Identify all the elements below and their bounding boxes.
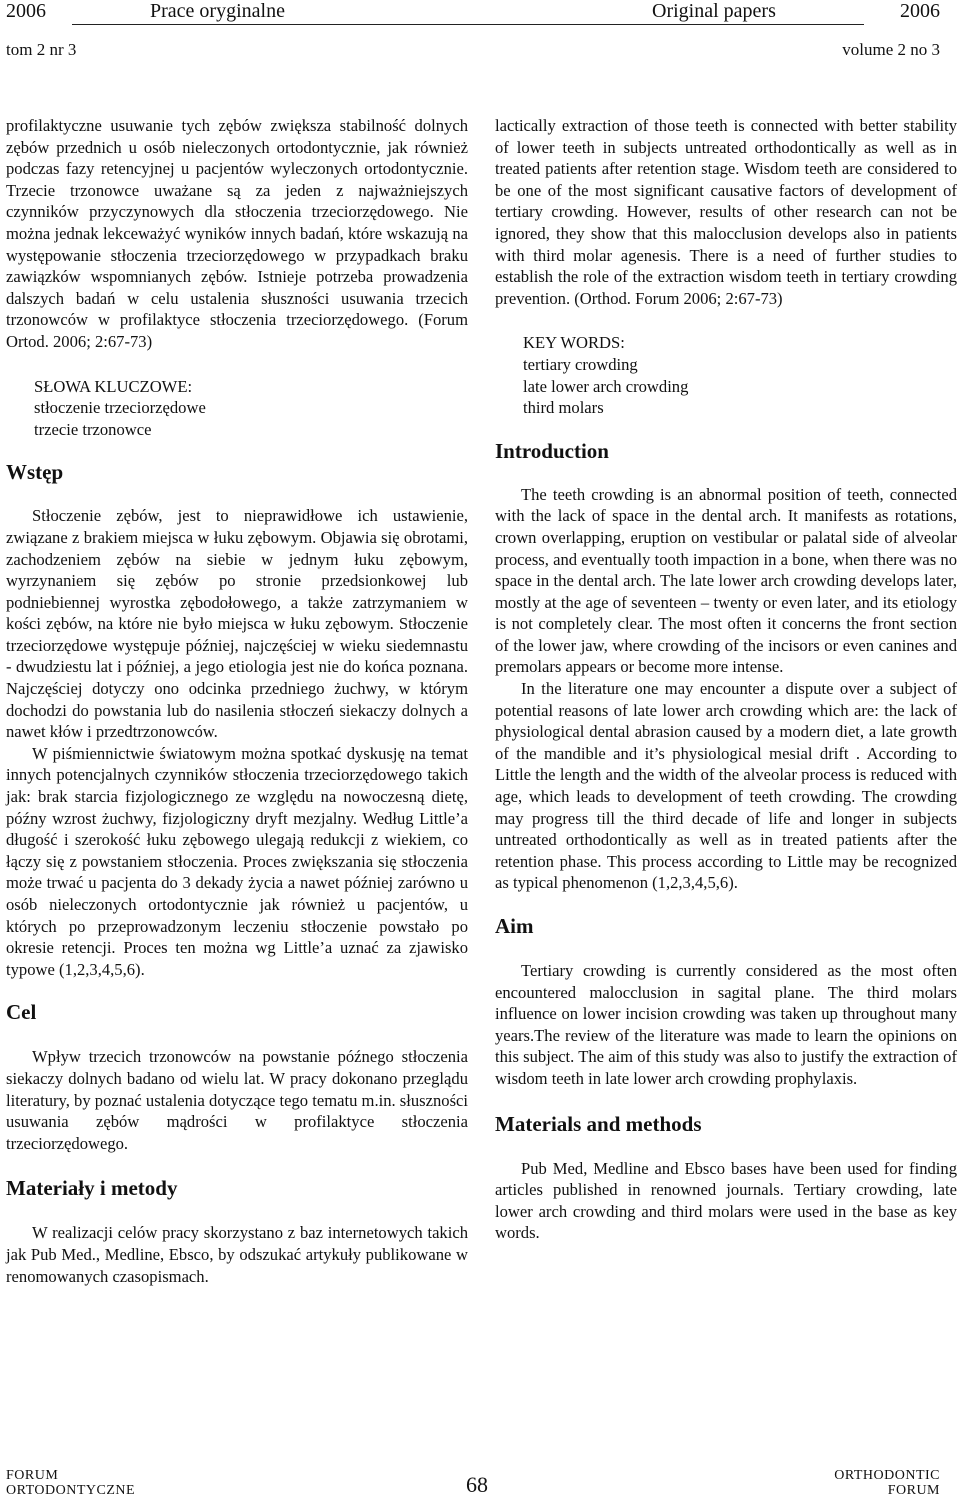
footer-pl-line-1: FORUM (6, 1468, 59, 1483)
column-polish (6, 115, 468, 1287)
header-rule (72, 24, 864, 25)
header-section-en: Original papers (652, 0, 776, 22)
footer-journal-en (834, 1468, 940, 1498)
keywords-title-en: KEY WORDS: (523, 333, 625, 353)
paragraph-introduction-1: The teeth crowding is an abnormal position of teeth, connected with the lack of space in the dental arch. It manifests as rotations, crown overlapping, eruption on vestibular or palatal side of alveolar process, and eventually tooth impaction in a bone, when there was no space in the dental arch. The late lower arch crowding develops later, mostly at the age of seventeen – twenty or even later, and its etiology is not completely clear. The most often it concerns the front section of the lower jaw, where crowding of the incisors or even canines and premolars appears or become more intense. (495, 484, 957, 677)
heading-materials: Materials and methods (495, 1111, 702, 1136)
footer-en-line-2: FORUM (887, 1483, 940, 1498)
heading-cel: Cel (6, 1000, 37, 1025)
column-english (495, 115, 957, 1244)
paragraph-aim: Tertiary crowding is currently considered as the most often encountered malocclusion in sagital plane. The third molars influence on lower incision crowding was taken up throughout many years.The review of the literature was made to learn the opinions on this subject. The aim of this study was also to justify the extraction of wisdom teeth in late lower arch crowding prophylaxis. (495, 961, 957, 1088)
footer-journal-pl (6, 1468, 135, 1498)
heading-materialy: Materiały i metody (6, 1176, 178, 1201)
running-header (6, 0, 940, 30)
abstract-pl: profilaktyczne usuwanie tych zębów zwiększa stabilność dolnych zębów przednich u osób nieleczonych ortodontycznie, jak również podczas fazy retencyjnej u pacjentów wyleczonych ortodontycznie. Trzecie trzonowce uważane są za jeden z najważniejszych czynników przyczynowych dla stłoczenia trzeciorzędowego. Nie można jednak lekceważyć wyników innych badań, które wskazują na występowanie stłoczenia trzeciorzędowego w przypadkach braku zawiązków wspomnianych zębów. Istnieje potrzeba prowadzenia dalszych badań w celu ustalenia słuszności usuwania trzecich trzonowców w profilaktyce stłoczenia trzeciorzędowego. (Forum Ortod. 2006; 2:67-73) (6, 116, 468, 351)
keywords-title-pl: SŁOWA KLUCZOWE: (34, 376, 193, 396)
paragraph-wstep-1: Stłoczenie zębów, jest to nieprawidłowe ich ustawienie, związane z brakiem miejsca w łuku zębowym. Objawia się obrotami, zachodzeniem zębów na siebie w jednym łuku zębowym, wyrzynaniem się zębów po stronie przedsionkowej lub podniebiennej wyrostka zębodołowego, a także zatrzymaniem w kości zębów, na które nie było miejsca w łuku zębowym. Stłoczenie trzeciorzędowe występuje później, najczęściej w wieku siedemnastu - dwudziestu lat i później, a jego etiologia jest nie do końca poznana. Najczęściej dotyczy ono odcinka przedniego żuchwy, w którym dochodzi do powstania lub do nasilenia stłoczeń siekaczy dolnych a nawet kłów i przedtrzonowców. (6, 506, 468, 742)
header-year-left: 2006 (6, 0, 46, 22)
footer-en-line-1: ORTHODONTIC (834, 1468, 940, 1483)
keyword-en-1: tertiary crowding (523, 354, 638, 374)
footer-pl-line-2: ORTODONTYCZNE (6, 1483, 136, 1498)
paragraph-cel: Wpływ trzecich trzonowców na powstanie późnego stłoczenia siekaczy dolnych badano od wielu lat. W pracy dokonano przeglądu literatury, by poznać ustalenia dotyczące tego tematu m.in. słuszności usuwania zębów mądrości w profilaktyce stłoczenia trzeciorzędowego. (6, 1047, 469, 1153)
keyword-en-3: third molars (523, 398, 604, 418)
paragraph-materials: Pub Med, Medline and Ebsco bases have been used for finding articles published in renowned journals. Tertiary crowding, late lower arch crowding and third molars were used in the base as key words. (495, 1158, 957, 1243)
keyword-en-2: late lower arch crowding (523, 376, 689, 396)
heading-introduction: Introduction (495, 438, 609, 463)
paragraph-introduction-2: In the literature one may encounter a dispute over a subject of potential reasons of late lower arch crowding which are: the lack of physiological dental abrasion caused by a modern diet, a late growth of the mandible and it’s physiological mesial drift . According to Little the length and the width of the alveolar process is reduced with age, which leads to development of teeth crowding. The crowding may progress till the third decade of life and longer in subjects untreated orthodontically as well as in treated patients after the retention phase. This process according to Little may be recognized as typical phenomenon (1,2,3,4,5,6). (495, 679, 957, 893)
page-number: 68 (466, 1472, 488, 1497)
heading-wstep: Wstęp (6, 460, 64, 485)
volume-pl: tom 2 nr 3 (6, 40, 77, 59)
abstract-en: lactically extraction of those teeth is connected with better stability of lower teeth in subjects untreated orthodontically as well as in treated patients after retention stage. Wisdom teeth are considered to be one of the most significant causative factors of development of tertiary crowding. However, results of other research can not be ignored, they show that this malocclusion develops also in patients with third molar agenesis. There is a need of further studies to establish the role of the extraction wisdom teeth in tertiary crowding prevention. (Orthod. Forum 2006; 2:67-73) (495, 116, 957, 308)
keyword-pl-2: trzecie trzonowce (34, 419, 152, 439)
volume-en: volume 2 no 3 (842, 40, 940, 59)
heading-aim: Aim (495, 914, 534, 938)
header-year-right: 2006 (900, 0, 940, 22)
paragraph-materialy: W realizacji celów pracy skorzystano z baz internetowych takich jak Pub Med., Medline, Ebsco, by odszukać artykuły publikowane w renomowanych czasopismach. (6, 1223, 468, 1286)
paragraph-wstep-2: W piśmiennictwie światowym można spotkać dyskusję na temat innych potencjalnych czynników stłoczenia trzeciorzędowego takich jak: brak starcia fizjologicznego ze względu na nowoczesną dietę, późny wzrost żuchwy, fizjologiczny dryft mezjalny. Według Little’a długość i szerokość łuku zębowego ulegają redukcji z wiekiem, co łączy się z powstaniem stłoczenia. Proces zwiększania się stłoczenia może trwać u pacjenta do 3 dekady życia a nawet później zarówno u osób nieleczonych ortodontycznie jak również u pacjentów, u których po przeprowadzonym leczeniu stłoczenie powstało po okresie retencji. Proces ten można wg Little’a uznać za zjawisko typowe (1,2,3,4,5,6). (6, 743, 468, 979)
header-section-pl: Prace oryginalne (150, 0, 285, 22)
keyword-pl-1: stłoczenie trzeciorzędowe (34, 398, 206, 418)
